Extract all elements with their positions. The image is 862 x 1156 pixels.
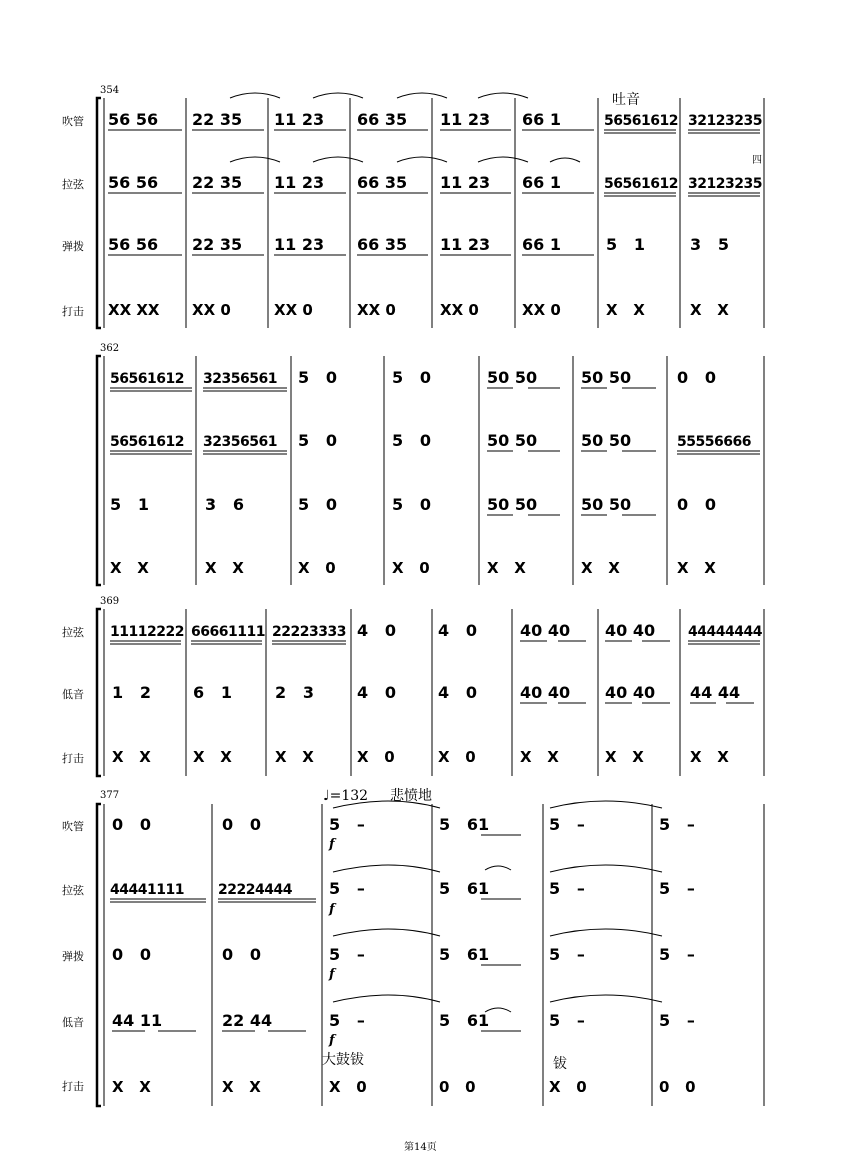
row-tanbo xyxy=(108,235,729,255)
perc-group: X X xyxy=(110,559,149,577)
note-group: 5 – xyxy=(329,879,365,898)
note-group: 0 0 xyxy=(222,945,261,964)
row-laxian xyxy=(110,879,695,917)
row-laxian xyxy=(108,157,762,196)
note-group: 66 35 xyxy=(357,173,408,192)
ties xyxy=(333,801,662,1012)
perc-group: X X xyxy=(690,748,729,766)
note-group: 11 23 xyxy=(440,235,491,254)
dynamic-marking: f xyxy=(329,967,335,982)
instrument-label-daji: 打击 xyxy=(62,305,84,318)
note-group: 3 6 xyxy=(205,495,244,514)
slurs xyxy=(230,157,580,162)
row-daji xyxy=(112,748,729,766)
note-group: 5 – xyxy=(659,1011,695,1030)
note-group: 66 1 xyxy=(522,173,561,192)
instrument-label-chuiguan: 吹管 xyxy=(62,115,84,128)
note-group: 56561612 xyxy=(110,371,184,387)
note-group: 5 – xyxy=(549,815,585,834)
instrument-label-diyin: 低音 xyxy=(62,1016,84,1029)
note-group: 5 61 xyxy=(439,815,490,834)
row-diyin xyxy=(112,1011,695,1072)
measure-number: 362 xyxy=(100,343,120,354)
note-group: 1 2 xyxy=(112,683,151,702)
annotation-si: 四 xyxy=(752,155,762,166)
row-laxian xyxy=(110,621,763,644)
underlines xyxy=(110,899,521,902)
system-bracket xyxy=(97,804,101,1106)
dynamic-marking: f xyxy=(329,1033,335,1048)
note-group: 5 1 xyxy=(606,235,645,254)
underlines xyxy=(108,130,760,133)
system-1 xyxy=(62,85,764,328)
perc-group: X X xyxy=(112,1078,151,1096)
row-chuiguan xyxy=(110,368,716,391)
note-group: 5 – xyxy=(659,879,695,898)
note-group: 11112222 xyxy=(110,624,184,640)
note-group: 3 5 xyxy=(690,235,729,254)
note-group: 4 0 xyxy=(438,683,477,702)
dynamic-marking: f xyxy=(329,837,335,852)
note-group: 11 23 xyxy=(440,173,491,192)
row-chuiguan xyxy=(112,815,695,852)
note-group: 66661111 xyxy=(191,624,265,640)
note-group: 5 0 xyxy=(392,431,431,450)
perc-group: XX 0 xyxy=(192,301,231,319)
perc-group: X 0 xyxy=(357,748,395,766)
row-daji xyxy=(112,1078,696,1096)
system-3 xyxy=(62,596,764,776)
underlines xyxy=(108,193,760,196)
note-group: 5 – xyxy=(329,815,365,834)
note-group: 0 0 xyxy=(677,495,716,514)
note-group: 5 0 xyxy=(298,495,337,514)
note-group: 6 1 xyxy=(193,683,232,702)
dynamic-marking: f xyxy=(329,902,335,917)
note-group: 22223333 xyxy=(272,624,346,640)
note-group: 50 50 xyxy=(581,431,632,450)
perc-group: 0 0 xyxy=(439,1078,476,1096)
note-group: 50 50 xyxy=(581,368,632,387)
perc-group: X X xyxy=(112,748,151,766)
note-group: 5 – xyxy=(549,945,585,964)
note-group: 2 3 xyxy=(275,683,314,702)
note-group: 4 0 xyxy=(357,621,396,640)
note-group: 11 23 xyxy=(274,173,325,192)
perc-group: X X xyxy=(520,748,559,766)
note-group: 5 1 xyxy=(110,495,149,514)
perc-group: X X xyxy=(677,559,716,577)
row-tanbo xyxy=(112,945,695,982)
note-group: 4 0 xyxy=(357,683,396,702)
note-group: 66 35 xyxy=(357,235,408,254)
note-group: 66 1 xyxy=(522,110,561,129)
note-group: 32123235 xyxy=(688,113,762,129)
note-group: 5 0 xyxy=(298,368,337,387)
perc-group: X 0 xyxy=(392,559,430,577)
barlines xyxy=(186,98,764,328)
underlines xyxy=(110,451,760,454)
note-group: 50 50 xyxy=(487,431,538,450)
perc-group: X X xyxy=(606,301,645,319)
system-bracket xyxy=(97,356,101,585)
perc-group: XX XX xyxy=(108,301,160,319)
note-group: 4 0 xyxy=(438,621,477,640)
instrument-label-tanbo: 弹拨 xyxy=(62,240,84,253)
note-group: 5 – xyxy=(549,1011,585,1030)
note-group: 44444444 xyxy=(688,624,762,640)
note-group: 66 35 xyxy=(357,110,408,129)
note-group: 5 0 xyxy=(392,368,431,387)
note-group: 32356561 xyxy=(203,371,277,387)
instrument-label-chuiguan: 吹管 xyxy=(62,820,84,833)
measure-number: 354 xyxy=(100,85,120,96)
row-tanbo xyxy=(110,495,716,515)
note-group: 0 0 xyxy=(112,815,151,834)
note-group: 5 0 xyxy=(392,495,431,514)
slurs xyxy=(230,93,528,98)
note-group: 5 61 xyxy=(439,1011,490,1030)
row-daji xyxy=(110,559,716,577)
instrument-label-daji: 打击 xyxy=(62,752,84,765)
note-group: 22 44 xyxy=(222,1011,273,1030)
note-group: 5 – xyxy=(659,945,695,964)
row-diyin xyxy=(112,683,754,703)
expression-marking: 悲愤地 xyxy=(390,788,432,804)
note-group: 11 23 xyxy=(274,110,325,129)
note-group: 11 23 xyxy=(440,110,491,129)
perc-group: X X xyxy=(222,1078,261,1096)
perc-group: XX 0 xyxy=(274,301,313,319)
instrument-label-laxian: 拉弦 xyxy=(62,178,84,191)
note-group: 56561612 xyxy=(110,434,184,450)
note-group: 40 40 xyxy=(520,683,571,702)
note-group: 40 40 xyxy=(605,683,656,702)
note-group: 56561612 xyxy=(604,113,678,129)
perc-group: X 0 xyxy=(329,1078,367,1096)
row-chuiguan xyxy=(108,93,762,133)
annotation-nao: 钹 xyxy=(553,1056,567,1072)
note-group: 66 1 xyxy=(522,235,561,254)
note-group: 22 35 xyxy=(192,173,243,192)
note-group: 40 40 xyxy=(605,621,656,640)
perc-group: X 0 xyxy=(438,748,476,766)
note-group: 5 61 xyxy=(439,879,490,898)
perc-group: XX 0 xyxy=(522,301,561,319)
perc-group: X 0 xyxy=(298,559,336,577)
note-group: 5 – xyxy=(329,1011,365,1030)
note-group: 5 – xyxy=(659,815,695,834)
instrument-label-laxian: 拉弦 xyxy=(62,626,84,639)
note-group: 50 50 xyxy=(487,368,538,387)
perc-group: XX 0 xyxy=(357,301,396,319)
system-2 xyxy=(97,343,764,585)
page-footer: 第14页 xyxy=(404,1142,437,1153)
note-group: 5 – xyxy=(549,879,585,898)
note-group: 44441111 xyxy=(110,882,184,898)
barlines xyxy=(196,356,764,585)
note-group: 50 50 xyxy=(487,495,538,514)
note-group: 56 56 xyxy=(108,110,159,129)
row-daji xyxy=(108,301,729,319)
note-group: 40 40 xyxy=(520,621,571,640)
perc-group: X X xyxy=(581,559,620,577)
perc-group: X X xyxy=(275,748,314,766)
note-group: 50 50 xyxy=(581,495,632,514)
instrument-label-tanbo: 弹拨 xyxy=(62,950,84,963)
system-bracket xyxy=(97,98,101,328)
note-group: 22 35 xyxy=(192,235,243,254)
perc-group: X X xyxy=(487,559,526,577)
note-group: 32123235 xyxy=(688,176,762,192)
note-group: 11 23 xyxy=(274,235,325,254)
perc-group: 0 0 xyxy=(659,1078,696,1096)
note-group: 5 – xyxy=(329,945,365,964)
perc-group: X 0 xyxy=(549,1078,587,1096)
note-group: 0 0 xyxy=(112,945,151,964)
system-4 xyxy=(62,787,764,1106)
system-bracket xyxy=(97,609,101,776)
perc-group: X X xyxy=(605,748,644,766)
annotation-tuyin: 吐音 xyxy=(612,92,640,108)
underlines xyxy=(110,388,656,391)
perc-group: XX 0 xyxy=(440,301,479,319)
row-laxian xyxy=(110,431,760,454)
note-group: 44 44 xyxy=(690,683,741,702)
perc-group: X X xyxy=(690,301,729,319)
note-group: 22224444 xyxy=(218,882,292,898)
note-group: 0 0 xyxy=(222,815,261,834)
note-group: 56 56 xyxy=(108,173,159,192)
underlines xyxy=(110,641,760,644)
perc-group: X X xyxy=(205,559,244,577)
note-group: 22 35 xyxy=(192,110,243,129)
note-group: 0 0 xyxy=(677,368,716,387)
note-group: 56561612 xyxy=(604,176,678,192)
annotation-dagu-nao: 大鼓钹 xyxy=(322,1052,364,1068)
measure-number: 377 xyxy=(100,790,120,801)
note-group: 44 11 xyxy=(112,1011,163,1030)
tempo-marking: ♩=132 xyxy=(323,788,369,804)
note-group: 56 56 xyxy=(108,235,159,254)
note-group: 5 0 xyxy=(298,431,337,450)
note-group: 5 61 xyxy=(439,945,490,964)
perc-group: X X xyxy=(193,748,232,766)
note-group: 32356561 xyxy=(203,434,277,450)
measure-number: 369 xyxy=(100,596,120,607)
instrument-label-daji: 打击 xyxy=(62,1080,84,1093)
instrument-label-diyin: 低音 xyxy=(62,688,84,701)
instrument-label-laxian: 拉弦 xyxy=(62,884,84,897)
note-group: 55556666 xyxy=(677,434,751,450)
